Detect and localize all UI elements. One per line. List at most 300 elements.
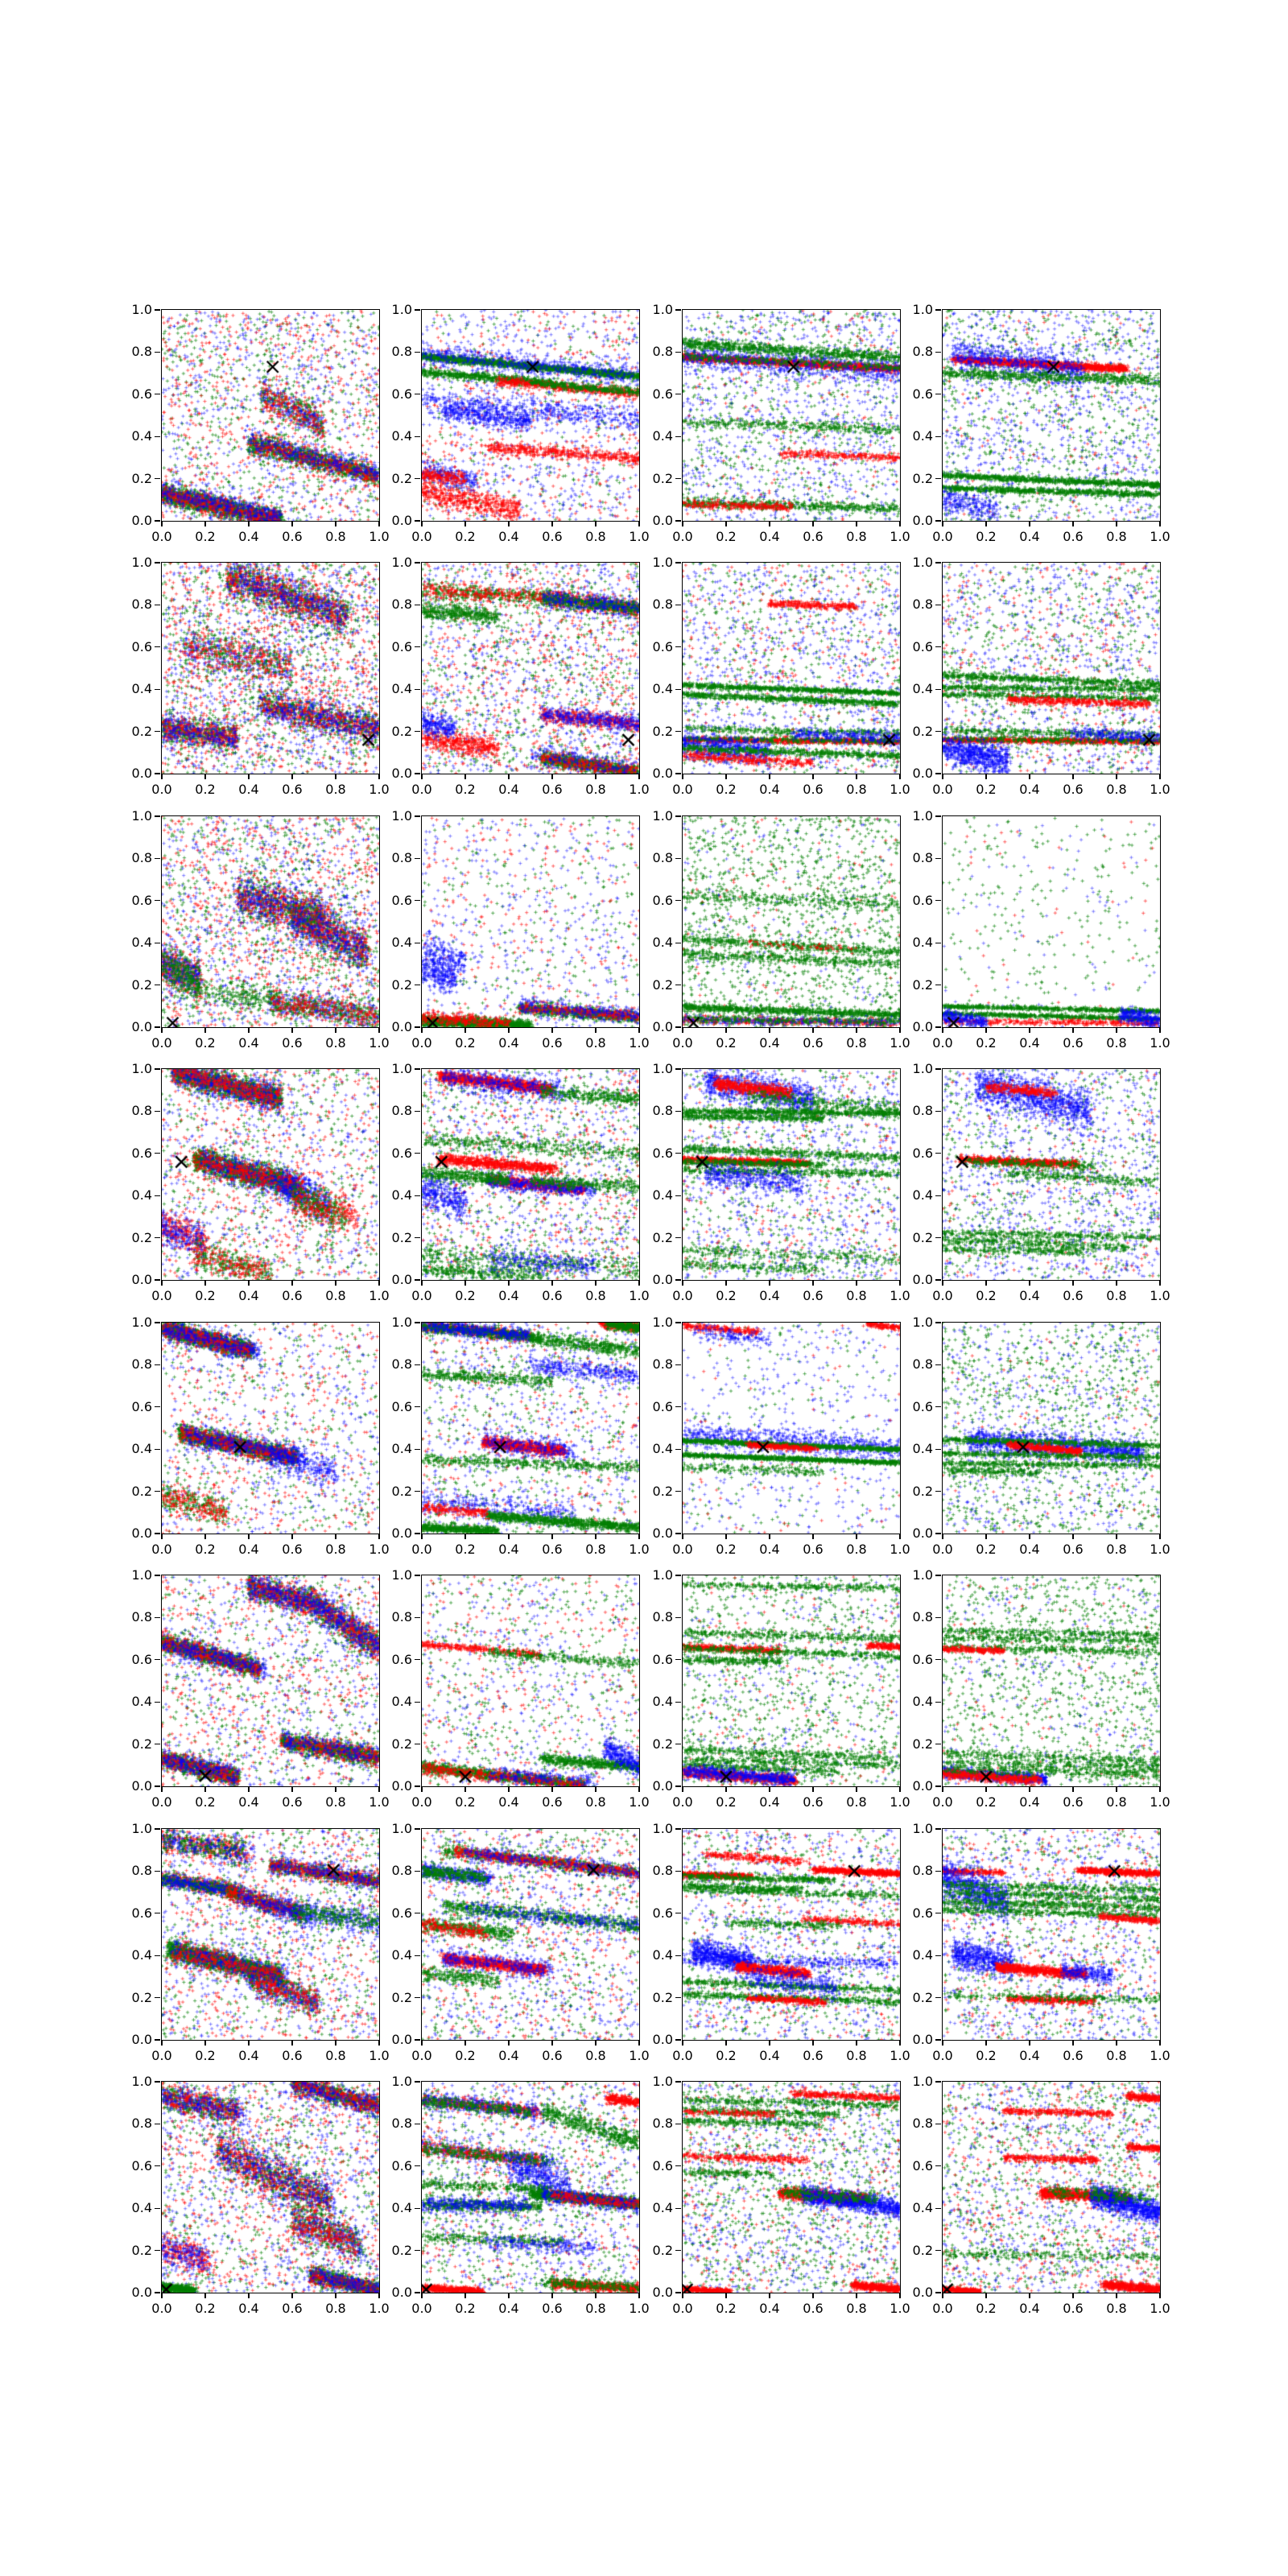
x-tick-label: 0.0	[151, 529, 172, 544]
y-tick-mark	[935, 1533, 941, 1534]
x-tick-mark	[421, 2293, 422, 2298]
x-tick-mark	[161, 1027, 162, 1033]
x-tick-label: 0.8	[1106, 1542, 1127, 1557]
x-tick-label: 0.0	[411, 782, 432, 797]
x-tick-mark	[248, 1280, 249, 1286]
x-tick-mark	[1116, 1027, 1117, 1033]
x-tick-mark	[161, 2293, 162, 2298]
y-tick-mark	[415, 1955, 420, 1956]
scatter-canvas	[162, 1323, 379, 1534]
scatter-panel-r6c3	[912, 1821, 1170, 2063]
y-tick-mark	[155, 2250, 160, 2251]
y-tick-mark	[415, 1026, 420, 1027]
y-tick-mark	[415, 731, 420, 732]
y-tick-mark	[935, 1279, 941, 1280]
x-tick-label: 0.8	[325, 1794, 346, 1810]
y-tick-label: 0.6	[131, 638, 152, 654]
x-tick-mark	[1029, 1786, 1030, 1792]
x-tick-label: 0.4	[759, 2048, 780, 2063]
x-tick-label: 1.0	[369, 2301, 390, 2316]
y-tick-mark	[675, 1785, 681, 1786]
scatter-canvas	[422, 1069, 639, 1280]
y-tick-mark	[675, 309, 681, 310]
y-tick-mark	[675, 1871, 681, 1872]
x-tick-mark	[204, 1027, 205, 1033]
x-tick-mark	[1072, 1027, 1073, 1033]
y-tick-label: 0.2	[652, 1989, 673, 2005]
x-tick-mark	[1159, 1280, 1160, 1286]
x-tick-label: 0.4	[759, 1794, 780, 1810]
x-tick-mark	[682, 2293, 683, 2298]
x-tick-mark	[1072, 1534, 1073, 1539]
x-tick-mark	[291, 2293, 292, 2298]
x-tick-mark	[638, 774, 639, 779]
y-tick-label: 0.2	[912, 723, 933, 739]
y-tick-mark	[155, 773, 160, 774]
y-tick-mark	[935, 1785, 941, 1786]
x-tick-mark	[682, 1534, 683, 1539]
scatter-panel-r4c1	[391, 1315, 650, 1557]
y-tick-label: 1.0	[131, 1315, 152, 1330]
y-tick-label: 0.4	[912, 1187, 933, 1203]
y-tick-label: 1.0	[652, 1315, 673, 1330]
y-tick-label: 0.0	[391, 2032, 412, 2047]
x-tick-mark	[291, 1534, 292, 1539]
x-tick-mark	[812, 1280, 813, 1286]
x-tick-label: 1.0	[369, 2048, 390, 2063]
scatter-panel-r1c1	[391, 555, 650, 797]
scatter-canvas	[422, 310, 639, 521]
x-tick-mark	[942, 774, 943, 779]
y-tick-label: 0.0	[912, 2285, 933, 2300]
scatter-canvas	[683, 563, 900, 774]
y-tick-mark	[415, 436, 420, 437]
x-tick-label: 0.2	[195, 2301, 216, 2316]
x-tick-label: 0.4	[238, 2048, 259, 2063]
x-tick-mark	[812, 774, 813, 779]
x-tick-label: 1.0	[1150, 2048, 1170, 2063]
x-tick-label: 0.8	[846, 1035, 867, 1051]
y-tick-mark	[935, 352, 941, 353]
x-tick-mark	[204, 2293, 205, 2298]
scatter-panel-r2c0	[131, 808, 390, 1051]
y-tick-mark	[675, 1955, 681, 1956]
y-tick-label: 0.4	[652, 681, 673, 697]
y-tick-mark	[675, 1533, 681, 1534]
y-tick-label: 1.0	[391, 2074, 412, 2089]
x-tick-mark	[769, 1280, 770, 1286]
y-tick-label: 0.4	[652, 935, 673, 951]
y-tick-mark	[415, 1871, 420, 1872]
x-tick-label: 0.4	[498, 2301, 519, 2316]
x-tick-label: 0.6	[1063, 1794, 1084, 1810]
x-tick-mark	[1072, 521, 1073, 526]
y-tick-mark	[415, 1449, 420, 1450]
x-tick-label: 0.2	[976, 1035, 997, 1051]
x-tick-label: 0.0	[672, 1288, 693, 1303]
scatter-panel-r3c0	[131, 1061, 390, 1303]
x-tick-label: 0.0	[151, 2301, 172, 2316]
x-tick-mark	[508, 1786, 509, 1792]
x-tick-mark	[508, 2040, 509, 2046]
y-tick-mark	[675, 1279, 681, 1280]
y-tick-label: 1.0	[131, 808, 152, 824]
y-tick-label: 0.4	[912, 428, 933, 444]
x-tick-label: 1.0	[369, 1542, 390, 1557]
y-tick-mark	[415, 773, 420, 774]
x-tick-label: 0.6	[803, 1288, 824, 1303]
y-tick-label: 0.6	[912, 386, 933, 402]
y-tick-mark	[155, 1195, 160, 1196]
y-tick-label: 0.6	[391, 1398, 412, 1414]
x-tick-label: 0.4	[238, 2301, 259, 2316]
y-tick-mark	[155, 1449, 160, 1450]
x-tick-mark	[161, 2040, 162, 2046]
y-tick-mark	[415, 309, 420, 310]
x-tick-mark	[551, 1280, 552, 1286]
x-tick-label: 1.0	[1150, 782, 1170, 797]
x-tick-label: 0.4	[498, 529, 519, 544]
x-tick-mark	[248, 1027, 249, 1033]
y-tick-mark	[675, 2250, 681, 2251]
x-tick-label: 0.4	[1019, 2048, 1040, 2063]
y-tick-mark	[155, 1406, 160, 1407]
x-tick-mark	[508, 1027, 509, 1033]
x-tick-mark	[204, 1534, 205, 1539]
y-tick-mark	[675, 352, 681, 353]
x-tick-label: 0.0	[151, 1794, 172, 1810]
y-tick-label: 0.4	[652, 428, 673, 444]
y-tick-mark	[155, 1068, 160, 1069]
y-tick-label: 0.8	[131, 344, 152, 360]
y-tick-mark	[675, 1659, 681, 1660]
x-tick-label: 1.0	[1150, 2301, 1170, 2316]
y-tick-label: 0.6	[131, 2157, 152, 2174]
x-tick-label: 1.0	[369, 1794, 390, 1810]
x-tick-mark	[725, 774, 726, 779]
y-tick-mark	[415, 2208, 420, 2209]
x-tick-mark	[291, 2040, 292, 2046]
y-tick-mark	[935, 1364, 941, 1365]
y-tick-mark	[155, 1659, 160, 1660]
x-tick-mark	[595, 1786, 596, 1792]
y-tick-mark	[415, 478, 420, 479]
y-tick-label: 0.8	[652, 1356, 673, 1373]
y-tick-label: 0.6	[391, 1905, 412, 1921]
x-tick-mark	[595, 521, 596, 526]
x-tick-mark	[1116, 1534, 1117, 1539]
y-tick-label: 1.0	[652, 1821, 673, 1836]
y-tick-label: 0.2	[391, 1229, 412, 1245]
x-tick-label: 0.6	[803, 1035, 824, 1051]
x-tick-label: 0.6	[282, 1288, 303, 1303]
y-tick-mark	[935, 773, 941, 774]
y-tick-mark	[935, 520, 941, 521]
y-tick-label: 0.8	[391, 850, 412, 866]
x-tick-mark	[769, 521, 770, 526]
y-tick-label: 0.2	[912, 2242, 933, 2258]
y-tick-mark	[155, 478, 160, 479]
x-tick-label: 0.8	[585, 2301, 606, 2316]
y-tick-label: 0.8	[912, 1103, 933, 1119]
scatter-panel-r4c2	[652, 1315, 910, 1557]
y-tick-label: 0.6	[912, 1651, 933, 1667]
y-tick-label: 0.4	[912, 2200, 933, 2216]
x-tick-mark	[682, 2040, 683, 2046]
x-tick-mark	[769, 1786, 770, 1792]
scatter-panel-r1c3	[912, 555, 1170, 797]
y-tick-mark	[675, 1322, 681, 1323]
x-tick-label: 1.0	[890, 529, 910, 544]
x-tick-mark	[204, 1280, 205, 1286]
y-tick-mark	[675, 900, 681, 901]
x-tick-mark	[421, 774, 422, 779]
x-tick-mark	[204, 774, 205, 779]
x-tick-mark	[335, 521, 336, 526]
y-tick-label: 1.0	[912, 302, 933, 317]
y-tick-label: 0.4	[391, 2200, 412, 2216]
y-tick-mark	[935, 815, 941, 816]
y-tick-mark	[675, 436, 681, 437]
x-tick-label: 0.2	[716, 1035, 737, 1051]
x-tick-mark	[812, 1534, 813, 1539]
x-tick-mark	[812, 1027, 813, 1033]
y-tick-mark	[675, 2039, 681, 2040]
y-tick-label: 0.0	[652, 1778, 673, 1794]
x-tick-mark	[985, 1786, 986, 1792]
x-tick-label: 0.2	[455, 1542, 476, 1557]
x-tick-label: 0.8	[1106, 782, 1127, 797]
x-tick-mark	[985, 2293, 986, 2298]
x-tick-mark	[1116, 521, 1117, 526]
x-tick-mark	[551, 2040, 552, 2046]
x-tick-mark	[464, 1280, 465, 1286]
y-tick-label: 0.6	[652, 2157, 673, 2174]
y-tick-label: 0.2	[391, 1989, 412, 2005]
x-tick-mark	[899, 1027, 900, 1033]
x-tick-mark	[508, 774, 509, 779]
x-tick-mark	[942, 2293, 943, 2298]
x-tick-label: 0.2	[716, 782, 737, 797]
x-tick-label: 0.4	[498, 1035, 519, 1051]
x-tick-label: 0.8	[846, 1288, 867, 1303]
y-tick-mark	[415, 1785, 420, 1786]
y-tick-mark	[935, 731, 941, 732]
y-tick-mark	[935, 1702, 941, 1703]
scatter-canvas	[943, 2082, 1160, 2293]
y-tick-mark	[935, 689, 941, 690]
x-tick-mark	[769, 774, 770, 779]
scatter-panel-r2c2	[652, 808, 910, 1051]
scatter-canvas	[422, 816, 639, 1027]
x-tick-label: 0.0	[411, 1035, 432, 1051]
y-tick-label: 0.0	[391, 1778, 412, 1794]
x-tick-mark	[335, 2293, 336, 2298]
x-tick-mark	[595, 1027, 596, 1033]
y-tick-label: 0.2	[912, 1736, 933, 1752]
x-tick-label: 1.0	[890, 1794, 910, 1810]
x-tick-label: 1.0	[369, 782, 390, 797]
y-tick-label: 1.0	[391, 1567, 412, 1583]
x-tick-label: 0.4	[1019, 529, 1040, 544]
x-tick-mark	[682, 1280, 683, 1286]
x-tick-mark	[856, 521, 857, 526]
y-tick-mark	[675, 858, 681, 859]
scatter-canvas	[683, 1829, 900, 2040]
x-tick-label: 0.8	[325, 2301, 346, 2316]
y-tick-label: 1.0	[131, 555, 152, 570]
scatter-panel-r5c3	[912, 1567, 1170, 1810]
y-tick-label: 0.8	[131, 1103, 152, 1119]
y-tick-label: 0.4	[391, 1187, 412, 1203]
y-tick-label: 0.2	[912, 1989, 933, 2005]
x-tick-mark	[204, 521, 205, 526]
x-tick-mark	[1116, 2040, 1117, 2046]
x-tick-mark	[812, 2293, 813, 2298]
x-tick-label: 0.6	[803, 529, 824, 544]
x-tick-label: 1.0	[629, 1035, 650, 1051]
x-tick-label: 0.6	[282, 1035, 303, 1051]
x-tick-label: 0.4	[1019, 2301, 1040, 2316]
x-tick-label: 0.0	[411, 1288, 432, 1303]
y-tick-label: 1.0	[391, 302, 412, 317]
y-tick-mark	[675, 1026, 681, 1027]
x-tick-label: 0.6	[282, 1542, 303, 1557]
scatter-panel-r5c1	[391, 1567, 650, 1810]
x-tick-mark	[899, 2040, 900, 2046]
x-tick-mark	[682, 1786, 683, 1792]
y-tick-label: 0.4	[912, 681, 933, 697]
x-tick-label: 0.2	[976, 2048, 997, 2063]
y-tick-label: 0.8	[912, 1356, 933, 1373]
x-tick-mark	[1159, 1534, 1160, 1539]
x-tick-mark	[335, 1534, 336, 1539]
y-tick-mark	[935, 1449, 941, 1450]
x-tick-label: 0.0	[411, 1794, 432, 1810]
y-tick-mark	[155, 520, 160, 521]
x-tick-mark	[248, 2293, 249, 2298]
x-tick-mark	[769, 1027, 770, 1033]
y-tick-label: 0.6	[912, 638, 933, 654]
x-tick-label: 0.6	[1063, 1542, 1084, 1557]
x-tick-mark	[508, 2293, 509, 2298]
scatter-canvas	[943, 1323, 1160, 1534]
x-tick-label: 0.8	[846, 2048, 867, 2063]
x-tick-label: 0.6	[1063, 529, 1084, 544]
x-tick-label: 0.0	[151, 1542, 172, 1557]
x-tick-label: 0.8	[585, 2048, 606, 2063]
x-tick-label: 0.4	[498, 782, 519, 797]
y-tick-mark	[935, 858, 941, 859]
y-tick-mark	[155, 562, 160, 563]
y-tick-mark	[675, 1153, 681, 1154]
x-tick-mark	[638, 2293, 639, 2298]
y-tick-label: 0.8	[131, 2116, 152, 2132]
y-tick-label: 0.8	[391, 1356, 412, 1373]
x-tick-label: 0.4	[498, 1542, 519, 1557]
x-tick-label: 0.2	[195, 1035, 216, 1051]
x-tick-label: 0.6	[803, 2048, 824, 2063]
x-tick-mark	[638, 1786, 639, 1792]
x-tick-mark	[1159, 1786, 1160, 1792]
x-tick-mark	[464, 1534, 465, 1539]
y-tick-label: 1.0	[912, 1061, 933, 1076]
y-tick-label: 1.0	[652, 2074, 673, 2089]
y-tick-label: 0.2	[912, 976, 933, 993]
x-tick-label: 0.8	[846, 529, 867, 544]
x-tick-label: 0.8	[585, 1794, 606, 1810]
x-tick-mark	[942, 1786, 943, 1792]
y-tick-label: 0.2	[912, 470, 933, 486]
x-tick-label: 0.8	[585, 1035, 606, 1051]
x-tick-label: 0.6	[542, 1288, 563, 1303]
x-tick-mark	[899, 1280, 900, 1286]
x-tick-mark	[291, 1027, 292, 1033]
x-tick-mark	[1116, 774, 1117, 779]
y-tick-mark	[935, 2208, 941, 2209]
y-tick-mark	[935, 1153, 941, 1154]
x-tick-label: 1.0	[629, 1288, 650, 1303]
x-tick-label: 0.4	[238, 1794, 259, 1810]
x-tick-label: 0.0	[672, 782, 693, 797]
x-tick-mark	[248, 2040, 249, 2046]
x-tick-mark	[725, 1280, 726, 1286]
x-tick-mark	[161, 521, 162, 526]
x-tick-label: 0.8	[325, 1035, 346, 1051]
x-tick-mark	[899, 521, 900, 526]
y-tick-mark	[415, 1491, 420, 1492]
y-tick-mark	[415, 1153, 420, 1154]
y-tick-label: 0.4	[131, 2200, 152, 2216]
y-tick-mark	[415, 1111, 420, 1112]
x-tick-label: 0.8	[1106, 529, 1127, 544]
x-tick-label: 1.0	[1150, 1542, 1170, 1557]
y-tick-label: 0.6	[391, 892, 412, 908]
x-tick-label: 0.6	[282, 782, 303, 797]
x-tick-label: 0.0	[932, 1288, 953, 1303]
y-tick-label: 0.2	[652, 723, 673, 739]
x-tick-label: 0.6	[542, 1542, 563, 1557]
x-tick-label: 1.0	[1150, 1794, 1170, 1810]
x-tick-label: 0.6	[282, 2048, 303, 2063]
x-tick-label: 0.4	[238, 1542, 259, 1557]
y-tick-mark	[415, 689, 420, 690]
y-tick-label: 0.8	[912, 597, 933, 613]
scatter-panel-r4c3	[912, 1315, 1170, 1557]
y-tick-label: 1.0	[912, 555, 933, 570]
x-tick-label: 1.0	[890, 2301, 910, 2316]
x-tick-mark	[551, 1027, 552, 1033]
y-tick-label: 0.8	[131, 1356, 152, 1373]
y-tick-mark	[675, 1406, 681, 1407]
x-tick-mark	[1029, 2040, 1030, 2046]
y-tick-label: 0.8	[652, 2116, 673, 2132]
x-tick-label: 0.4	[759, 1288, 780, 1303]
x-tick-label: 0.2	[455, 2301, 476, 2316]
x-tick-label: 0.2	[976, 2301, 997, 2316]
scatter-canvas	[422, 563, 639, 774]
x-tick-label: 0.6	[803, 1542, 824, 1557]
x-tick-label: 0.0	[411, 2301, 432, 2316]
x-tick-label: 0.6	[1063, 2048, 1084, 2063]
x-tick-mark	[378, 2293, 379, 2298]
x-tick-label: 0.6	[282, 2301, 303, 2316]
y-tick-mark	[935, 436, 941, 437]
x-tick-label: 0.2	[976, 529, 997, 544]
y-tick-label: 0.8	[912, 850, 933, 866]
x-tick-label: 1.0	[890, 782, 910, 797]
y-tick-mark	[935, 1491, 941, 1492]
